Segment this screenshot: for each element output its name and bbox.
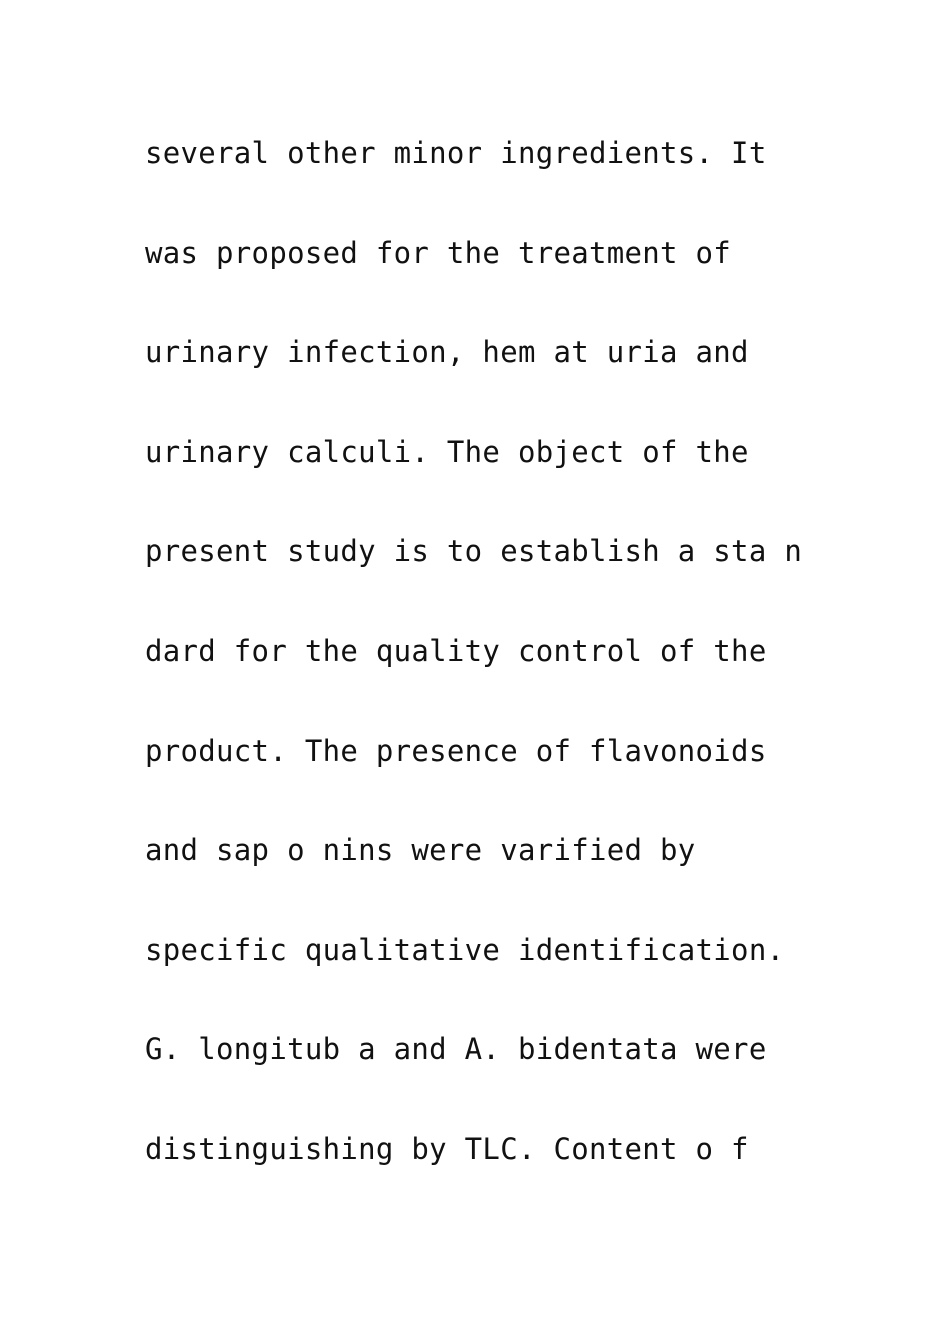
text-line: product. The presence of flavonoids	[145, 733, 767, 768]
text-line: distinguishing by TLC. Content o f	[145, 1131, 749, 1166]
text-line: urinary calculi. The object of the	[145, 434, 749, 469]
text-line: and sap o nins were varified by	[145, 833, 696, 868]
text-line: specific qualitative identification.	[145, 932, 785, 967]
text-line: several other minor ingredients. It	[145, 136, 767, 170]
text-line: urinary infection, hem at uria and	[145, 335, 749, 370]
text-line: G. longitub a and A. bidentata were	[145, 1032, 767, 1067]
text-line: present study is to establish a sta n	[145, 534, 803, 569]
body-text	[145, 128, 865, 1224]
text-line: was proposed for the treatment of	[145, 235, 732, 270]
text-line: dard for the quality control of the	[145, 633, 767, 668]
